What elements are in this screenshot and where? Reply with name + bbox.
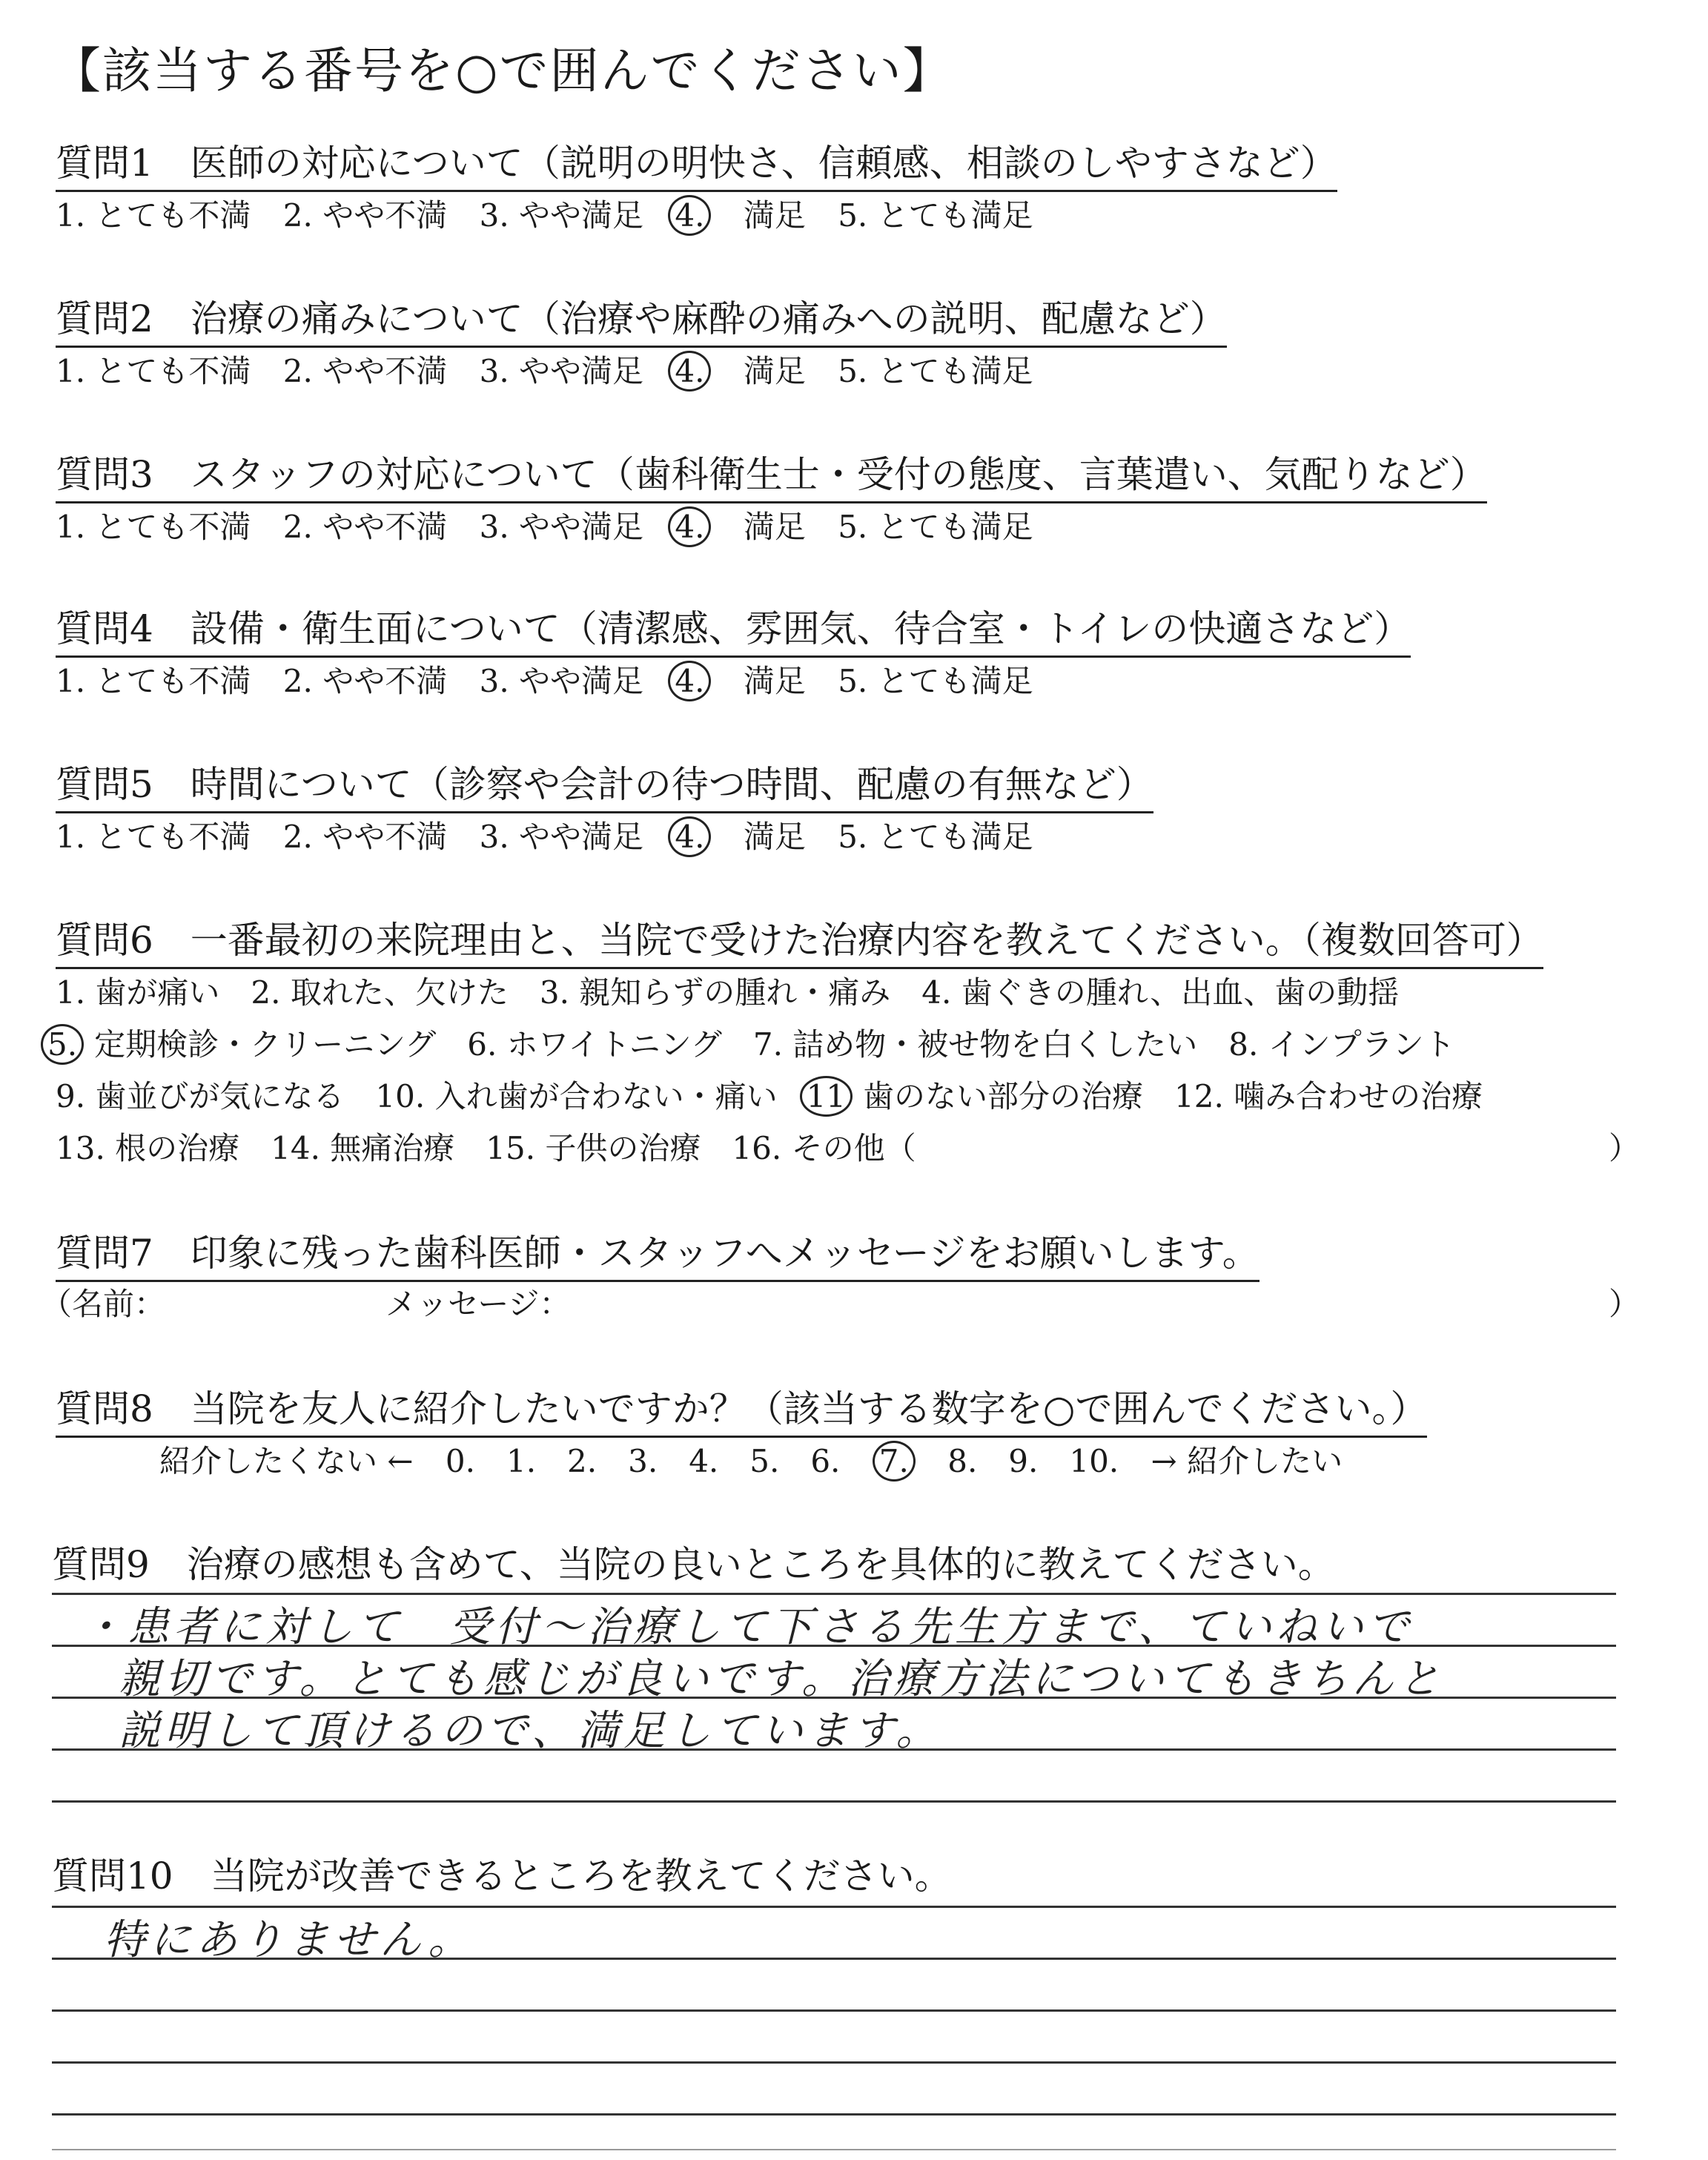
q5-option-3[interactable]: 3. やや満足 — [479, 819, 644, 855]
q6-options-row-4[interactable]: 13. 根の治療 14. 無痛治療 15. 子供の治療 16. その他（ — [56, 1130, 916, 1166]
q6-options-row-3 — [56, 1072, 1505, 1117]
q1-option-5[interactable]: 5. とても満足 — [838, 197, 1033, 234]
q8-scale — [159, 1437, 1365, 1482]
q8-scale-numbers-a[interactable]: 0. 1. 2. 3. 4. 5. 6. — [445, 1443, 841, 1479]
q6-options-row-1[interactable]: 1. 歯が痛い 2. 取れた、欠けた 3. 親知らずの腫れ・痛み 4. 歯ぐきの腫れ、出血、歯の動揺 — [56, 974, 1400, 1011]
q3-option-4-circled[interactable]: 4. — [668, 506, 711, 547]
q9-handwritten-line-2: 親切です。とても感じが良いです。治療方法についてもきちんと — [119, 1655, 1444, 1703]
question-5-label: 質問5 時間について（診察や会計の待つ時間、配慮の有無など） — [56, 755, 1153, 813]
question-2-label: 質問2 治療の痛みについて（治療や麻酔の痛みへの説明、配慮など） — [56, 289, 1227, 348]
q4-option-2[interactable]: 2. やや不満 — [282, 663, 448, 699]
q8-selected-7-circled[interactable]: 7. — [873, 1441, 916, 1482]
page-title: 【該当する番号を○で囲んでください】 — [52, 42, 953, 99]
q8-scale-right-label: → 紹介したい — [1151, 1443, 1343, 1479]
question-1-options — [56, 191, 1056, 236]
q8-scale-numbers-b[interactable]: 8. 9. 10. — [947, 1443, 1119, 1479]
q3-option-3[interactable]: 3. やや満足 — [479, 509, 644, 545]
q4-option-3[interactable]: 3. やや満足 — [479, 663, 644, 699]
page-bottom-edge — [52, 2149, 1616, 2150]
q6-row-2-text[interactable]: 定期検診・クリーニング 6. ホワイトニング 7. 詰め物・被せ物を白くしたい 8. インプラント — [94, 1026, 1455, 1063]
q1-option-4-circled[interactable]: 4. — [668, 195, 711, 236]
q2-option-4-label: 満足 — [743, 353, 806, 389]
answer-line — [52, 1800, 1616, 1803]
q7-message-label: メッセージ： — [385, 1286, 571, 1322]
q6-row-3-text-b[interactable]: 歯のない部分の治療 12. 噛み合わせの治療 — [863, 1078, 1483, 1114]
q6-row-3-text-a[interactable]: 9. 歯並びが気になる 10. 入れ歯が合わない・痛い — [56, 1078, 778, 1114]
q6-options-row-2 — [41, 1020, 1477, 1065]
q6-option-5-circled[interactable]: 5. — [41, 1024, 84, 1065]
q5-option-1[interactable]: 1. とても不満 — [56, 819, 251, 855]
q2-option-3[interactable]: 3. やや満足 — [479, 353, 644, 389]
question-6-label: 質問6 一番最初の来院理由と、当院で受けた治療内容を教えてください。（複数回答可） — [56, 911, 1543, 969]
question-3-label: 質問3 スタッフの対応について（歯科衛生士・受付の態度、言葉遣い、気配りなど） — [56, 445, 1487, 503]
q2-option-5[interactable]: 5. とても満足 — [838, 353, 1033, 389]
q5-option-2[interactable]: 2. やや不満 — [282, 819, 448, 855]
q1-option-3[interactable]: 3. やや満足 — [479, 197, 644, 234]
q6-option-11-circled[interactable]: 11 — [800, 1076, 853, 1117]
question-3-options — [56, 503, 1056, 547]
question-9-label: 質問9 治療の感想も含めて、当院の良いところを具体的に教えてください。 — [52, 1543, 1335, 1586]
q1-option-1[interactable]: 1. とても不満 — [56, 197, 251, 234]
q5-option-4-label: 満足 — [743, 819, 806, 855]
q2-option-4-circled[interactable]: 4. — [668, 351, 711, 392]
q9-handwritten-line-3: 説明して頂けるので、満足しています。 — [119, 1707, 942, 1755]
question-1-label: 質問1 医師の対応について（説明の明快さ、信頼感、相談のしやすさなど） — [56, 133, 1337, 192]
q9-handwritten-line-1: ・患者に対して 受付〜治療して下さる先生方まで、ていねいで — [82, 1603, 1414, 1651]
question-10-label: 質問10 当院が改善できるところを教えてください。 — [52, 1855, 952, 1898]
answer-line — [52, 2009, 1616, 2012]
q5-option-4-circled[interactable]: 4. — [668, 816, 711, 857]
q3-option-2[interactable]: 2. やや不満 — [282, 509, 448, 545]
q7-name-label: （名前： — [41, 1286, 166, 1322]
q2-option-1[interactable]: 1. とても不満 — [56, 353, 251, 389]
q8-scale-left-label: 紹介したくない ← — [159, 1443, 414, 1479]
q2-option-2[interactable]: 2. やや不満 — [282, 353, 448, 389]
q4-option-4-label: 満足 — [743, 663, 806, 699]
question-4-label: 質問4 設備・衛生面について（清潔感、雰囲気、待合室・トイレの快適さなど） — [56, 599, 1411, 658]
answer-line — [52, 2113, 1616, 2116]
question-2-options — [56, 347, 1056, 392]
q3-option-1[interactable]: 1. とても不満 — [56, 509, 251, 545]
q3-option-5[interactable]: 5. とても満足 — [838, 509, 1033, 545]
q1-option-4-label: 満足 — [743, 197, 806, 234]
question-4-options — [56, 657, 1056, 701]
question-8-label: 質問8 当院を友人に紹介したいですか？（該当する数字を○で囲んでください。） — [56, 1379, 1427, 1438]
q4-option-4-circled[interactable]: 4. — [668, 661, 711, 701]
q7-close-paren: ） — [1609, 1286, 1641, 1322]
q1-option-2[interactable]: 2. やや不満 — [282, 197, 448, 234]
q10-handwritten-answer: 特にありません。 — [104, 1916, 474, 1964]
q4-option-5[interactable]: 5. とても満足 — [838, 663, 1033, 699]
answer-line — [52, 2061, 1616, 2064]
q4-option-1[interactable]: 1. とても不満 — [56, 663, 251, 699]
question-7-label: 質問7 印象に残った歯科医師・スタッフへメッセージをお願いします。 — [56, 1223, 1260, 1282]
q6-other-close-paren: ） — [1609, 1130, 1641, 1166]
q5-option-5[interactable]: 5. とても満足 — [838, 819, 1033, 855]
question-5-options — [56, 813, 1056, 857]
q3-option-4-label: 満足 — [743, 509, 806, 545]
